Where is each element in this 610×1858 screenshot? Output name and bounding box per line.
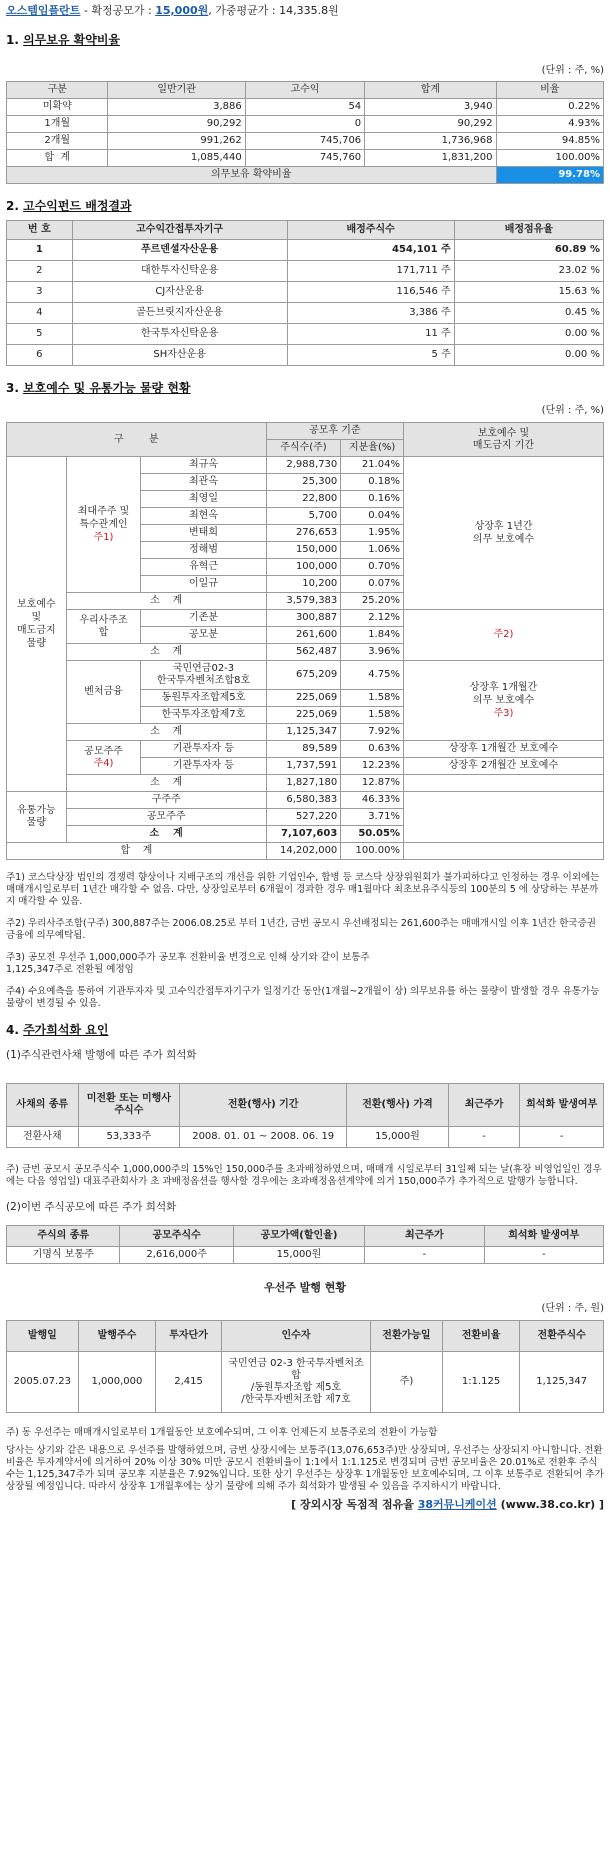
note-overallotment: 주) 금번 공모시 공모주식수 1,000,000주의 15%인 150,000주를 초과배정하였으며, 매매개 시일로부터 31일째 되는 날(휴장 비영업일인 경우에는 다음 영업일) 대표주관회사가 초 과배정옵션을 행사할 경우에는 초과배정옵션계약에 의거 150,000주가 추가적으로 발행가 능합니다.: [6, 1164, 602, 1187]
cell: 3,579,383: [266, 593, 341, 610]
col-header: 전환비율: [442, 1321, 520, 1352]
cell: 1,125,347: [520, 1352, 604, 1413]
cell: [403, 775, 603, 792]
cell: 90,292: [365, 116, 496, 133]
cell: 60.89 %: [454, 240, 603, 261]
section-1-title: 1. 의무보유 확약비율: [6, 33, 121, 47]
subtotal-label: 소 계: [66, 826, 266, 843]
cell: 1,831,200: [365, 150, 496, 167]
cell: 0.07%: [341, 576, 404, 593]
cell: 1: [7, 240, 73, 261]
cell: 2: [7, 261, 73, 282]
cell: 1,736,968: [365, 133, 496, 150]
section-2-title: 2. 고수익펀드 배정결과: [6, 199, 132, 213]
table-row: [7, 150, 604, 167]
cell: 1.58%: [341, 707, 404, 724]
cell: 0: [245, 116, 364, 133]
cell: 300,887: [266, 610, 341, 627]
cell: 2.12%: [341, 610, 404, 627]
header-line: [6, 4, 604, 18]
note-preferred: 주) 동 우선주는 매매개시일로부터 1개월동안 보호예수되며, 그 이후 언제든지 보통주로의 전환이 가능함: [6, 1427, 438, 1438]
total-label: 합 계: [7, 843, 267, 860]
note-4: 주4) 수요예측을 통하여 기관투자자 및 고수익간접투자기구가 일정기간 동안(1개월~2개월이 상) 의무보유를 하는 물량이 발생할 경우 유통가능 물량이 변경될 수 있음.: [6, 986, 600, 1009]
col-header: 지분율(%): [341, 440, 404, 457]
total-row: [7, 167, 604, 184]
cell: 12.87%: [341, 775, 404, 792]
cell: 745,706: [245, 133, 364, 150]
col-header: 전환(행사) 기간: [180, 1084, 347, 1127]
cell: 22,800: [266, 491, 341, 508]
cell: 150,000: [266, 542, 341, 559]
cell: 562,487: [266, 644, 341, 661]
cell: 4.93%: [496, 116, 604, 133]
cell: 1,000,000: [78, 1352, 156, 1413]
cell: 0.18%: [341, 474, 404, 491]
col-header: 고수익간접투자기구: [72, 221, 287, 240]
cell: 0.22%: [496, 99, 604, 116]
cell: [403, 843, 603, 860]
cell: 1,737,591: [266, 758, 341, 775]
cell: 정해범: [141, 542, 266, 559]
preferred-unit: (단위 : 주, 원): [541, 1303, 604, 1314]
cell: 454,101 주: [287, 240, 454, 261]
cell: 10,200: [266, 576, 341, 593]
cell: -: [484, 1247, 603, 1264]
cell: 0.70%: [341, 559, 404, 576]
table-row: [7, 324, 604, 345]
cell: 25.20%: [341, 593, 404, 610]
note-1: 주1) 코스닥상장 법인의 경쟁력 향상이나 지배구조의 개선을 위한 기업인수, 합병 등 코스닥 상장위원회가 불가피하다고 인정하는 경우 이외에는 매매개시일로부터 1년간 매각할 수 없음. 다만, 상장일로부터 6개월이 경과한 경우 매1월마다 최초보유주식등의 100분의 5 에 상당하는 부분까지 매각할 수 있음.: [6, 872, 600, 907]
cell: 기존분: [141, 610, 266, 627]
col-header: 희석화 발생여부: [484, 1226, 603, 1247]
cell: 5: [7, 324, 73, 345]
cell: 공모주주: [66, 809, 266, 826]
cell: 이일규: [141, 576, 266, 593]
cell: 276,653: [266, 525, 341, 542]
cell: 전환사채: [7, 1127, 79, 1148]
cell: 225,069: [266, 707, 341, 724]
cell: CJ자산운용: [72, 282, 287, 303]
cell: 90,292: [108, 116, 245, 133]
cell: 유혁근: [141, 559, 266, 576]
group-venture: 벤처금융: [66, 661, 141, 724]
cell: 미확약: [7, 99, 108, 116]
emp-lock-period: 주2): [403, 610, 603, 661]
group-lockup: 보호예수 및 매도금지 물량: [7, 457, 67, 792]
company-name[interactable]: 오스템임플란트: [6, 4, 81, 17]
cell: 상장후 1개월간 보호예수: [403, 741, 603, 758]
note-3: 주3) 공모전 우선주 1,000,000주가 공모후 전환비율 변경으로 인해 상기와 같이 보통주 1,125,347주로 전환될 예정임: [6, 952, 370, 975]
cell: [403, 792, 603, 843]
col-header: 공모주식수: [120, 1226, 233, 1247]
col-header: 번 호: [7, 221, 73, 240]
subsection-2: (2)이번 주식공모에 따른 주가 희석화: [6, 1201, 177, 1213]
cell: 최관옥: [141, 474, 266, 491]
table-row: [7, 1127, 604, 1148]
col-header: 구분: [7, 82, 108, 99]
table-row: [7, 610, 604, 627]
table-row: [7, 99, 604, 116]
cell: 공모분: [141, 627, 266, 644]
major-lock-period: 상장후 1년간 의무 보호예수: [403, 457, 603, 610]
table-row: [7, 116, 604, 133]
table-row: [7, 133, 604, 150]
col-header: 희석화 발생여부: [520, 1084, 604, 1127]
cell: 46.33%: [341, 792, 404, 809]
cell: 동원투자조합제5호: [141, 690, 266, 707]
cell: 골든브릿지자산운용: [72, 303, 287, 324]
col-header: 발행일: [7, 1321, 79, 1352]
col-header: 일반기관: [108, 82, 245, 99]
cell: 6: [7, 345, 73, 366]
col-header: 최근주가: [448, 1084, 520, 1127]
section-4-title: 4. 주가희석화 요인: [6, 1023, 109, 1037]
cell: 100.00%: [496, 150, 604, 167]
section-1-unit: (단위 : 주, %): [541, 65, 604, 76]
cell: 171,711 주: [287, 261, 454, 282]
preferred-stock-table: [6, 1320, 604, 1413]
cell: 7,107,603: [266, 826, 341, 843]
cell: 14,202,000: [266, 843, 341, 860]
cell: 3,940: [365, 99, 496, 116]
table-row: [7, 1247, 604, 1264]
cell: -: [448, 1127, 520, 1148]
cell: 4.75%: [341, 661, 404, 690]
lockup-table: [6, 422, 604, 860]
cell: 94.85%: [496, 133, 604, 150]
cell: 5 주: [287, 345, 454, 366]
cell: 푸르덴셜자산운용: [72, 240, 287, 261]
total-row: [7, 843, 604, 860]
cell: -: [520, 1127, 604, 1148]
group-float: 유통가능 물량: [7, 792, 67, 843]
col-header: 합계: [365, 82, 496, 99]
note-preferred-detail: 당사는 상기와 같은 내용으로 우선주를 발행하였으며, 금번 상장시에는 보통주(13,076,653주)만 상장되며, 우선주는 상장되지 아니합니다. 전환비율은 투자계약서에 의거하여 20% 이상 30% 미만 공모시 전환비율이 1:1에서 1:1.125로 변경되며 금번 공모비율은 20.01%로 전환후 주식수는 1,125,347주가 되며 공모후 지분율은 7.92%입니다. 또한 상기 우선주는 상장후 1개월동안 보호예수되며, 그 이후 보통주로 전환되어 추가상장될 예정입니다. 따라서 상장후 1개월후에는 상기 물량에 의해 주가 희석화가 발생될 수 있음을 주지하시기 바랍니다.: [6, 1445, 604, 1492]
cell: 2,988,730: [266, 457, 341, 474]
cell: 0.63%: [341, 741, 404, 758]
cell: 최규옥: [141, 457, 266, 474]
cell: 한국투자조합제7호: [141, 707, 266, 724]
header-sep: - 확정공모가 :: [80, 4, 156, 17]
cell: 0.00 %: [454, 324, 603, 345]
cell: 1,085,440: [108, 150, 245, 167]
offering-dilution-table: [6, 1225, 604, 1264]
cell: 1:1.125: [442, 1352, 520, 1413]
section-3-unit: (단위 : 주, %): [541, 405, 604, 416]
col-header: 전환(행사) 가격: [347, 1084, 448, 1127]
cell: 100,000: [266, 559, 341, 576]
footer: [ 장외시장 독점적 점유율 38커뮤니케이션 (www.38.co.kr) ]: [291, 1498, 604, 1511]
cell: 최영일: [141, 491, 266, 508]
cell: 국민연금 02-3 한국투자벤처조합 /동원투자조합 제5호 /한국투자벤처조합 제7호: [221, 1352, 370, 1413]
cell: -: [365, 1247, 484, 1264]
cell: 116,546 주: [287, 282, 454, 303]
cell: 50.05%: [341, 826, 404, 843]
cell: 2005.07.23: [7, 1352, 79, 1413]
col-header: 최근주가: [365, 1226, 484, 1247]
subsection-1: (1)주식관련사채 발행에 따른 주가 희석화: [6, 1049, 197, 1061]
cell: 15.63 %: [454, 282, 603, 303]
table-row: [7, 303, 604, 324]
col-header: 투자단가: [156, 1321, 222, 1352]
cell: 대한투자신탁운용: [72, 261, 287, 282]
cell: 국민연금02-3 한국투자벤처조합8호: [141, 661, 266, 690]
table-row: [7, 261, 604, 282]
cell: 675,209: [266, 661, 341, 690]
table-row: [7, 240, 604, 261]
col-header: 주식수(주): [266, 440, 341, 457]
cell: 527,220: [266, 809, 341, 826]
cell: 0.00 %: [454, 345, 603, 366]
lockup-ratio-table: [6, 81, 604, 184]
preferred-title: 우선주 발행 현황: [263, 1281, 347, 1294]
cell: 100.00%: [341, 843, 404, 860]
total-value: 99.78%: [496, 167, 604, 184]
header-rest: , 가중평균가 : 14,335.8원: [208, 4, 339, 17]
cell: 5,700: [266, 508, 341, 525]
cell: 11 주: [287, 324, 454, 345]
cell: 3: [7, 282, 73, 303]
cell: 1.58%: [341, 690, 404, 707]
cell: 25,300: [266, 474, 341, 491]
col-header: 미전환 또는 미행사 주식수: [78, 1084, 179, 1127]
cell: 225,069: [266, 690, 341, 707]
table-row: [7, 345, 604, 366]
cell: 0.45 %: [454, 303, 603, 324]
cell: 기관투자자 등: [141, 741, 266, 758]
page: [0, 4, 610, 1512]
cell: 3,886: [108, 99, 245, 116]
col-header: 전환주식수: [520, 1321, 604, 1352]
cell: 2,616,000주: [120, 1247, 233, 1264]
cell: 4: [7, 303, 73, 324]
table-row: [7, 1352, 604, 1413]
cell: 991,262: [108, 133, 245, 150]
table-row: [7, 661, 604, 690]
cell: 53,333주: [78, 1127, 179, 1148]
col-header: 배정주식수: [287, 221, 454, 240]
col-header: 보호예수 및 매도금지 기간: [403, 423, 603, 457]
table-row: [7, 457, 604, 474]
cell: 21.04%: [341, 457, 404, 474]
cell: 3.96%: [341, 644, 404, 661]
vc-lock-period: 상장후 1개월간 의무 보호예수 주3): [403, 661, 603, 741]
total-label: 의무보유 확약비율: [7, 167, 497, 184]
cell: 0.04%: [341, 508, 404, 525]
offer-price: 15,000원: [155, 4, 209, 17]
cell: 261,600: [266, 627, 341, 644]
note-2: 주2) 우리사주조합(구주) 300,887주는 2006.08.25로 부터 1년간, 금번 공모시 우선배정되는 261,600주는 매매개시일 이후 1년간 한국증권금융에 의무예탁됨.: [6, 918, 596, 941]
cell: 89,589: [266, 741, 341, 758]
group-major: 최대주주 및 특수관계인 주1): [66, 457, 141, 593]
col-header: 구 분: [7, 423, 267, 457]
cell: 최현옥: [141, 508, 266, 525]
subtotal-label: 소 계: [66, 593, 266, 610]
cell: 합 계: [7, 150, 108, 167]
col-header: 배정점유율: [454, 221, 603, 240]
subtotal-label: 소 계: [66, 775, 266, 792]
section-3-title: 3. 보호예수 및 유통가능 물량 현황: [6, 381, 191, 395]
cell: 한국투자신탁운용: [72, 324, 287, 345]
cell: 구주주: [66, 792, 266, 809]
col-header: 인수자: [221, 1321, 370, 1352]
subtotal-label: 소 계: [66, 644, 266, 661]
group-ipo: 공모주주 주4): [66, 741, 141, 775]
col-header: 주식의 종류: [7, 1226, 120, 1247]
col-header: 고수익: [245, 82, 364, 99]
col-header: 발행주수: [78, 1321, 156, 1352]
footer-brand-link[interactable]: 38커뮤니케이션: [417, 1498, 497, 1511]
table-row: [7, 792, 604, 809]
cell: 2,415: [156, 1352, 222, 1413]
cell: 기관투자자 등: [141, 758, 266, 775]
cell: 6,580,383: [266, 792, 341, 809]
cell: 15,000원: [347, 1127, 448, 1148]
cell: 1,125,347: [266, 724, 341, 741]
subtotal-label: 소 계: [66, 724, 266, 741]
group-employee: 우리사주조 합: [66, 610, 141, 644]
cell: SH자산운용: [72, 345, 287, 366]
col-header: 비율: [496, 82, 604, 99]
cell: 745,760: [245, 150, 364, 167]
cell: 7.92%: [341, 724, 404, 741]
cell: 54: [245, 99, 364, 116]
fund-allocation-table: [6, 220, 604, 366]
col-header: 공모후 기준: [266, 423, 403, 440]
cell: 2개월: [7, 133, 108, 150]
cell: 3,386 주: [287, 303, 454, 324]
cell: 12.23%: [341, 758, 404, 775]
cell: 0.16%: [341, 491, 404, 508]
cell: 1개월: [7, 116, 108, 133]
cell: 3.71%: [341, 809, 404, 826]
cell: 1.06%: [341, 542, 404, 559]
col-header: 사채의 종류: [7, 1084, 79, 1127]
cell: 변태희: [141, 525, 266, 542]
cell: 1,827,180: [266, 775, 341, 792]
cell: 기명식 보통주: [7, 1247, 120, 1264]
cell: 1.84%: [341, 627, 404, 644]
cell: 23.02 %: [454, 261, 603, 282]
col-header: 공모가액(할인율): [233, 1226, 364, 1247]
cell: 1.95%: [341, 525, 404, 542]
cell: 주): [371, 1352, 443, 1413]
table-row: [7, 282, 604, 303]
cell: 15,000원: [233, 1247, 364, 1264]
cell: 상장후 2개월간 보호예수: [403, 758, 603, 775]
cell: 2008. 01. 01 ~ 2008. 06. 19: [180, 1127, 347, 1148]
bond-dilution-table: [6, 1083, 604, 1148]
table-row: [7, 741, 604, 758]
subtotal-row: [7, 775, 604, 792]
col-header: 전환가능일: [371, 1321, 443, 1352]
